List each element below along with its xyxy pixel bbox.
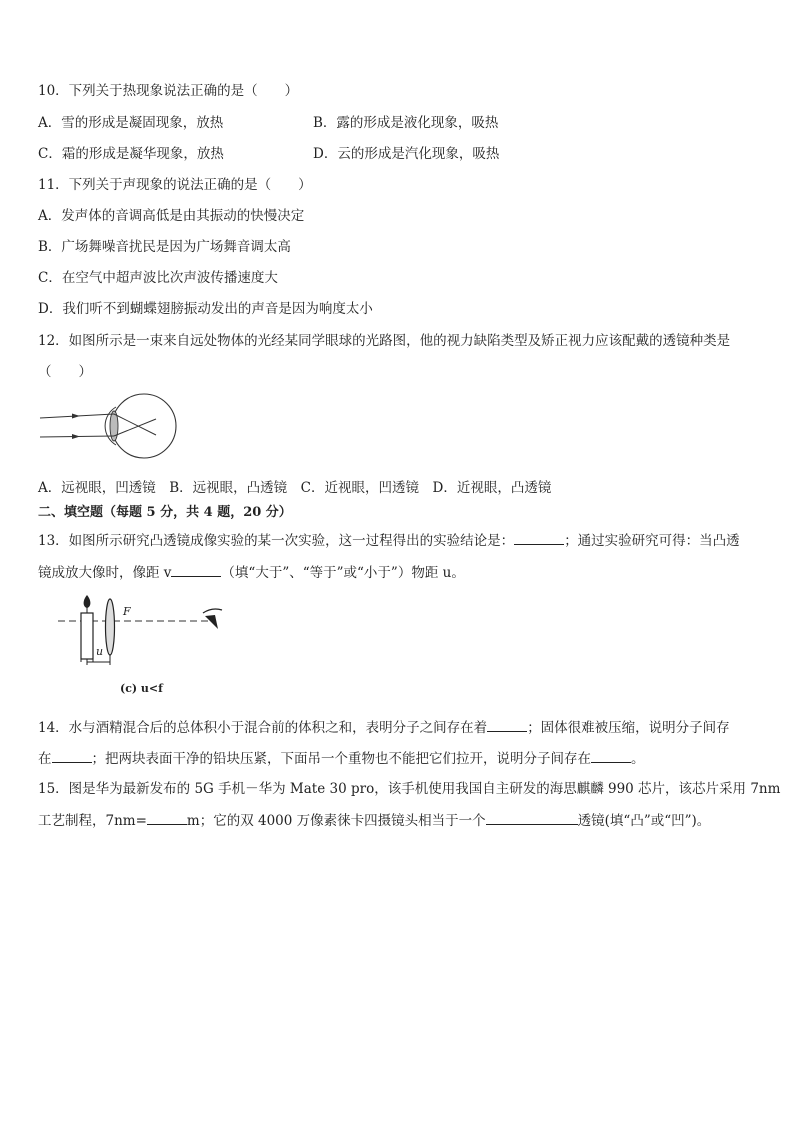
q11-stem: 11．下列关于声现象的说法正确的是（ ） <box>38 177 312 193</box>
q12-answer-paren: （ ） <box>38 364 92 380</box>
q13-line2 <box>38 562 465 583</box>
q14-text: 14．水与酒精混合后的总体积小于混合前的体积之和，表明分子之间存在着 <box>38 720 488 736</box>
q14-blank-2[interactable] <box>52 748 92 763</box>
q15-text: m；它的双 4000 万像素徕卡四摄镜头相当于一个 <box>186 813 486 829</box>
eyeball-outline <box>112 394 176 458</box>
q15-blank-1[interactable] <box>147 810 187 825</box>
q14-text: ；把两块表面干净的铅块压紧，下面吊一个重物也不能把它们拉开，说明分子间存在 <box>91 751 591 767</box>
label-u: u <box>96 645 104 658</box>
convex-lens <box>106 599 115 655</box>
convex-lens-diagram <box>55 595 240 700</box>
q14-text: 。 <box>631 751 645 767</box>
q14-blank-1[interactable] <box>487 717 527 732</box>
q14-text: 在 <box>38 751 52 767</box>
q10-option-c: C．霜的形成是凝华现象，放热 <box>38 146 224 162</box>
q10-option-d: D．云的形成是汽化现象，吸热 <box>313 146 500 162</box>
q15-text: 工艺制程，7nm= <box>38 813 147 829</box>
eye-icon <box>203 609 222 613</box>
eye-icon <box>205 615 218 629</box>
section-heading: 二、填空题（每题 5 分，共 4 题，20 分） <box>38 505 292 520</box>
q11-option-d: D．我们听不到蝴蝶翅膀振动发出的声音是因为响度太小 <box>38 301 373 317</box>
q10-option-b: B．露的形成是液化现象，吸热 <box>313 115 499 131</box>
q10-option-a: A．雪的形成是凝固现象，放热 <box>38 115 224 131</box>
refracted-ray-upper <box>114 414 156 435</box>
eye-diagram <box>38 385 188 467</box>
q15-text: 透镜(填“凸”或“凹”)。 <box>577 813 711 829</box>
q14-blank-3[interactable] <box>591 748 631 763</box>
q13-text: ；通过实验研究可得：当凸透 <box>564 533 740 549</box>
label-focal-point: F <box>123 605 131 618</box>
diagram-caption: (c) u<f <box>120 682 163 695</box>
q11-option-c: C．在空气中超声波比次声波传播速度大 <box>38 270 278 286</box>
candle <box>81 613 93 659</box>
q14-line2 <box>38 748 645 769</box>
q15-line2 <box>38 810 710 831</box>
q11-option-a: A．发声体的音调高低是由其振动的快慢决定 <box>38 208 305 224</box>
q13-text: 镜成放大像时，像距 v <box>38 565 172 581</box>
q13-text: 13．如图所示研究凸透镜成像实验的某一次实验，这一过程得出的实验结论是： <box>38 533 515 549</box>
q13-text: （填“大于”、“等于”或“小于”）物距 u。 <box>221 565 465 581</box>
q11-option-b: B．广场舞噪音扰民是因为广场舞音调太高 <box>38 239 291 255</box>
q13-line1 <box>38 530 740 551</box>
q13-blank-1[interactable] <box>514 530 564 545</box>
q10-stem: 10．下列关于热现象说法正确的是（ ） <box>38 83 299 99</box>
q13-blank-2[interactable] <box>171 562 221 577</box>
arrow-icon <box>72 434 80 439</box>
q12-stem: 12．如图所示是一束来自远处物体的光经某同学眼球的光路图，他的视力缺陷类型及矫正视力应该配戴的透镜种类是 <box>38 333 731 349</box>
q14-text: ；固体很难被压缩，说明分子间存 <box>527 720 730 736</box>
q15-line1: 15．图是华为最新发布的 5G 手机－华为 Mate 30 pro，该手机使用我国自主研发的海思麒麟 990 芯片，该芯片采用 7nm <box>38 781 781 797</box>
arrow-icon <box>72 414 80 419</box>
q14-line1 <box>38 717 730 738</box>
q12-options: A．远视眼，凹透镜 B．远视眼，凸透镜 C．近视眼，凹透镜 D．近视眼，凸透镜 <box>38 480 552 496</box>
refracted-ray-lower <box>114 419 156 436</box>
flame-icon <box>84 595 91 608</box>
q15-blank-2[interactable] <box>486 810 578 825</box>
